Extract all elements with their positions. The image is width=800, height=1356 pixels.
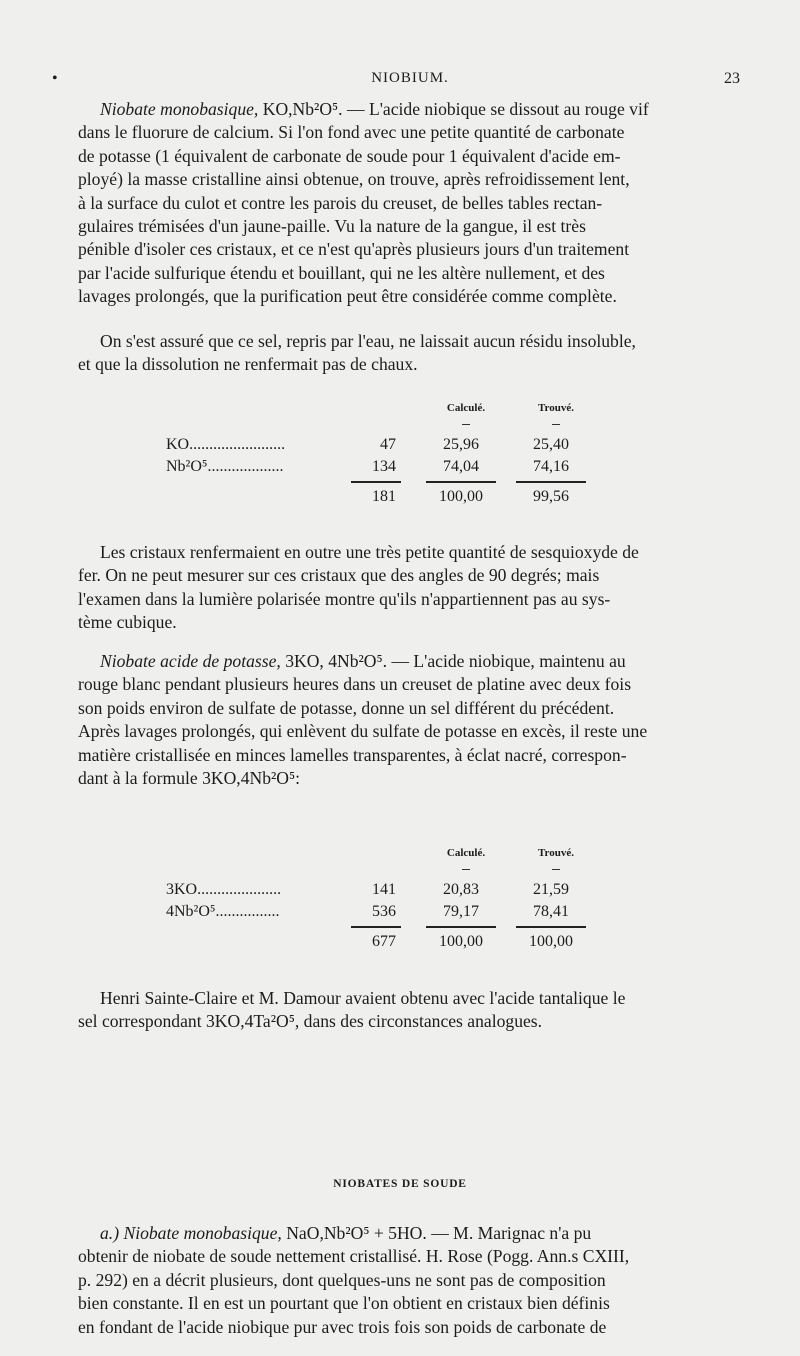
- text-line: p. 292) en a décrit plusieurs, dont quelques-uns ne sont pas de composition: [78, 1269, 606, 1290]
- row-label: [166, 903, 279, 921]
- calculated-value: 20,83: [443, 881, 479, 898]
- sum-rule: [351, 481, 401, 483]
- text-line: Après lavages prolongés, qui enlèvent du sulfate de potasse en excès, il reste une: [78, 721, 648, 742]
- equivalent-total: 181: [372, 488, 396, 505]
- row-label: [166, 436, 285, 454]
- sum-rule: [426, 926, 496, 928]
- leader-dots: ........................: [189, 436, 286, 453]
- compound-name: 4Nb²O⁵: [166, 903, 216, 920]
- row-label: [166, 458, 283, 476]
- header-dot: •: [52, 70, 58, 87]
- text-line: bien constante. Il en est un pourtant que l'on obtient en cristaux bien définis: [78, 1293, 610, 1314]
- formula: NaO,Nb²O⁵ + 5HO.: [286, 1223, 427, 1243]
- paragraph-title: Niobate monobasique,: [123, 1223, 282, 1243]
- text-line: [78, 650, 742, 673]
- paragraph-cristaux: [78, 541, 742, 635]
- equivalent-total: 677: [372, 933, 396, 950]
- text-line-part: — M. Marignac n'a pu: [431, 1223, 592, 1243]
- text-line: On s'est assuré que ce sel, repris par l'eau, ne laissait aucun résidu insoluble,: [100, 331, 636, 351]
- compound-name: KO: [166, 436, 190, 453]
- found-value: 74,16: [533, 458, 569, 475]
- text-line: Les cristaux renfermaient en outre une très petite quantité de sesquioxyde de: [100, 542, 639, 562]
- paragraph-title: Niobate monobasique,: [100, 99, 259, 119]
- text-line: obtenir de niobate de soude nettement cristallisé. H. Rose (Pogg. Ann.s CXIII,: [78, 1246, 630, 1267]
- header-dash: [462, 424, 470, 425]
- text-line: rouge blanc pendant plusieurs heures dans un creuset de platine avec deux fois: [78, 674, 632, 695]
- text-line: matière cristallisée en minces lamelles transparentes, à éclat nacré, correspon-: [78, 744, 627, 765]
- paragraph-niobate-acide-potasse: [78, 650, 742, 790]
- text-line: de potasse (1 équivalent de carbonate de soude pour 1 équivalent d'acide em-: [78, 145, 621, 166]
- leader-dots: ...................: [207, 458, 284, 475]
- leader-dots: .....................: [197, 881, 282, 898]
- equivalent-value: 47: [380, 436, 396, 453]
- table-row: [166, 458, 606, 480]
- column-header-trouve: Trouvé.: [538, 847, 574, 859]
- text-line-part: — L'acide niobique se dissout au rouge vif: [346, 99, 649, 119]
- text-line: sel correspondant 3KO,4Ta²O⁵, dans des circonstances analogues.: [78, 1011, 543, 1032]
- text-line: dant à la formule 3KO,4Nb²O⁵:: [78, 768, 300, 789]
- calculated-total: 100,00: [439, 933, 483, 950]
- sum-rule: [426, 481, 496, 483]
- text-line: en fondant de l'acide niobique pur avec trois fois son poids de carbonate de: [78, 1316, 607, 1337]
- table-total-row: [166, 488, 606, 510]
- formula: 3KO, 4Nb²O⁵.: [285, 651, 388, 671]
- compound-name: 3KO: [166, 881, 198, 898]
- text-line: Henri Sainte-Claire et M. Damour avaient obtenu avec l'acide tantalique le: [100, 988, 626, 1008]
- paragraph-sainte-claire: [78, 987, 742, 1034]
- header-dash: [552, 869, 560, 870]
- running-title: NIOBIUM.: [371, 70, 449, 86]
- equivalent-value: 134: [372, 458, 396, 475]
- section-title: NIOBATES DE SOUDE: [333, 1178, 467, 1190]
- header-dash: [462, 869, 470, 870]
- table-row: [166, 903, 606, 925]
- text-line: gulaires trémisées d'un jaune-paille. Vu la nature de la gangue, il est très: [78, 216, 586, 237]
- text-line: et que la dissolution ne renfermait pas de chaux.: [78, 354, 418, 375]
- calculated-value: 25,96: [443, 436, 479, 453]
- paragraph-niobate-monobasique-soude: [78, 1222, 742, 1339]
- found-total: 100,00: [529, 933, 573, 950]
- paragraph-residu: [78, 330, 742, 377]
- calculated-value: 74,04: [443, 458, 479, 475]
- column-header-calcule: Calculé.: [446, 847, 486, 859]
- calculated-total: 100,00: [439, 488, 483, 505]
- row-label: [166, 881, 281, 899]
- text-line: [78, 1222, 742, 1245]
- text-line: tème cubique.: [78, 612, 177, 633]
- text-line: par l'acide sulfurique étendu et bouillant, qui ne les altère nullement, et des: [78, 262, 605, 283]
- text-line-part: — L'acide niobique, maintenu au: [391, 651, 626, 671]
- found-value: 25,40: [533, 436, 569, 453]
- text-line: pénible d'isoler ces cristaux, et ce n'est qu'après plusieurs jours d'un traitement: [78, 239, 630, 260]
- found-value: 21,59: [533, 881, 569, 898]
- sum-rule: [351, 926, 401, 928]
- found-value: 78,41: [533, 903, 569, 920]
- sum-rule: [516, 926, 586, 928]
- text-line: à la surface du culot et contre les parois du creuset, de belles tables rectan-: [78, 192, 603, 213]
- analysis-table-1: [166, 402, 606, 522]
- equivalent-value: 536: [372, 903, 396, 920]
- paragraph-title: Niobate acide de potasse,: [100, 651, 281, 671]
- paragraph-niobate-monobasique-potasse: [78, 98, 742, 309]
- formula: KO,Nb²O⁵.: [262, 99, 343, 119]
- item-prefix: a.): [100, 1223, 120, 1243]
- column-header-trouve: Trouvé.: [538, 402, 574, 414]
- text-line: fer. On ne peut mesurer sur ces cristaux que des angles de 90 degrés; mais: [78, 565, 600, 586]
- leader-dots: ................: [215, 903, 280, 920]
- equivalent-value: 141: [372, 881, 396, 898]
- text-line: dans le fluorure de calcium. Si l'on fond avec une petite quantité de carbonate: [78, 122, 625, 143]
- table-row: [166, 436, 606, 458]
- calculated-value: 79,17: [443, 903, 479, 920]
- header-dash: [552, 424, 560, 425]
- analysis-table-2: [166, 847, 606, 967]
- compound-name: Nb²O⁵: [166, 458, 208, 475]
- text-line: [78, 98, 742, 121]
- text-line: son poids environ de sulfate de potasse, donne un sel différent du précédent.: [78, 697, 615, 718]
- page-header: [52, 70, 740, 90]
- column-header-calcule: Calculé.: [446, 402, 486, 414]
- table-row: [166, 881, 606, 903]
- text-line: l'examen dans la lumière polarisée montre qu'ils n'appartiennent pas au sys-: [78, 588, 611, 609]
- text-line: ployé) la masse cristalline ainsi obtenue, on trouve, après refroidissement lent,: [78, 169, 630, 190]
- sum-rule: [516, 481, 586, 483]
- table-total-row: [166, 933, 606, 955]
- found-total: 99,56: [533, 488, 569, 505]
- text-line: lavages prolongés, que la purification peut être considérée comme complète.: [78, 286, 617, 307]
- page-number: 23: [724, 70, 740, 87]
